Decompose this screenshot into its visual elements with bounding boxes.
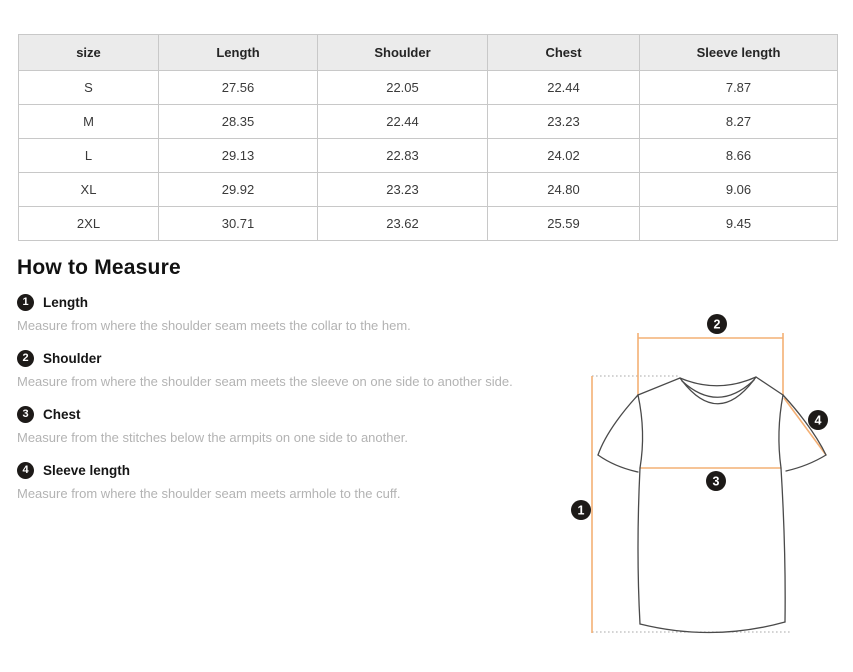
- how-to-measure-title: How to Measure: [17, 256, 181, 279]
- cell-size: M: [19, 105, 159, 139]
- measure-item-sleeve-length: [17, 461, 557, 502]
- cell-sleeve: 8.27: [640, 105, 838, 139]
- measure-item-description: Measure from where the shoulder seam meets the collar to the hem.: [17, 318, 411, 333]
- cell-chest: 22.44: [488, 71, 640, 105]
- cell-chest: 24.80: [488, 173, 640, 207]
- cell-sleeve: 9.45: [640, 207, 838, 241]
- cell-sleeve: 7.87: [640, 71, 838, 105]
- badge-number: 4: [814, 413, 822, 428]
- number-1-badge-icon: 1: [17, 294, 34, 311]
- cell-length: 30.71: [159, 207, 318, 241]
- cell-shoulder: 22.83: [318, 139, 488, 173]
- cell-size: S: [19, 71, 159, 105]
- number-3-badge-icon: 3: [17, 406, 34, 423]
- col-header-chest: Chest: [488, 35, 640, 71]
- cell-size: L: [19, 139, 159, 173]
- measure-item-description: Measure from where the shoulder seam meets the sleeve on one side to another side.: [17, 374, 513, 389]
- measure-item-description: Measure from where the shoulder seam meets armhole to the cuff.: [17, 486, 401, 501]
- measure-item-label: Sleeve length: [43, 462, 131, 478]
- col-header-length: Length: [159, 35, 318, 71]
- measure-item-label: Length: [43, 294, 88, 310]
- table-row-2xl: [19, 207, 838, 241]
- badge-number: 1: [577, 503, 585, 518]
- cell-size: XL: [19, 173, 159, 207]
- badge-number: 3: [712, 474, 720, 489]
- measure-item-description: Measure from the stitches below the armpits on one side to another.: [17, 430, 408, 445]
- cell-length: 29.92: [159, 173, 318, 207]
- diagram-badge-3: [706, 471, 726, 491]
- cell-length: 28.35: [159, 105, 318, 139]
- cell-shoulder: 23.23: [318, 173, 488, 207]
- col-header-shoulder: Shoulder: [318, 35, 488, 71]
- tshirt-measure-diagram: [560, 300, 853, 660]
- cell-chest: 25.59: [488, 207, 640, 241]
- col-header-sleeve-length: Sleeve length: [640, 35, 838, 71]
- cell-shoulder: 22.44: [318, 105, 488, 139]
- cell-length: 27.56: [159, 71, 318, 105]
- cell-length: 29.13: [159, 139, 318, 173]
- measure-item-length: [17, 293, 557, 334]
- badge-number: 2: [713, 317, 721, 332]
- measure-item-chest: [17, 405, 557, 446]
- measure-item-shoulder: [17, 349, 557, 390]
- cell-sleeve: 8.66: [640, 139, 838, 173]
- table-row-xl: [19, 173, 838, 207]
- number-4-badge-icon: 4: [17, 462, 34, 479]
- size-chart-section: [18, 34, 837, 241]
- tshirt-outline-icon: [598, 377, 826, 633]
- cell-chest: 23.23: [488, 105, 640, 139]
- number-2-badge-icon: 2: [17, 350, 34, 367]
- cell-shoulder: 23.62: [318, 207, 488, 241]
- measure-item-label: Chest: [43, 406, 81, 422]
- cell-sleeve: 9.06: [640, 173, 838, 207]
- cell-shoulder: 22.05: [318, 71, 488, 105]
- table-row-m: [19, 105, 838, 139]
- size-table-header-row: [19, 35, 838, 71]
- size-table: [18, 34, 838, 241]
- measure-item-label: Shoulder: [43, 350, 102, 366]
- table-row-l: [19, 139, 838, 173]
- measure-instructions: [17, 293, 557, 517]
- table-row-s: [19, 71, 838, 105]
- diagram-badge-1: [571, 500, 591, 520]
- cell-size: 2XL: [19, 207, 159, 241]
- diagram-badge-4: [808, 410, 828, 430]
- cell-chest: 24.02: [488, 139, 640, 173]
- col-header-size: size: [19, 35, 159, 71]
- diagram-badge-2: [707, 314, 727, 334]
